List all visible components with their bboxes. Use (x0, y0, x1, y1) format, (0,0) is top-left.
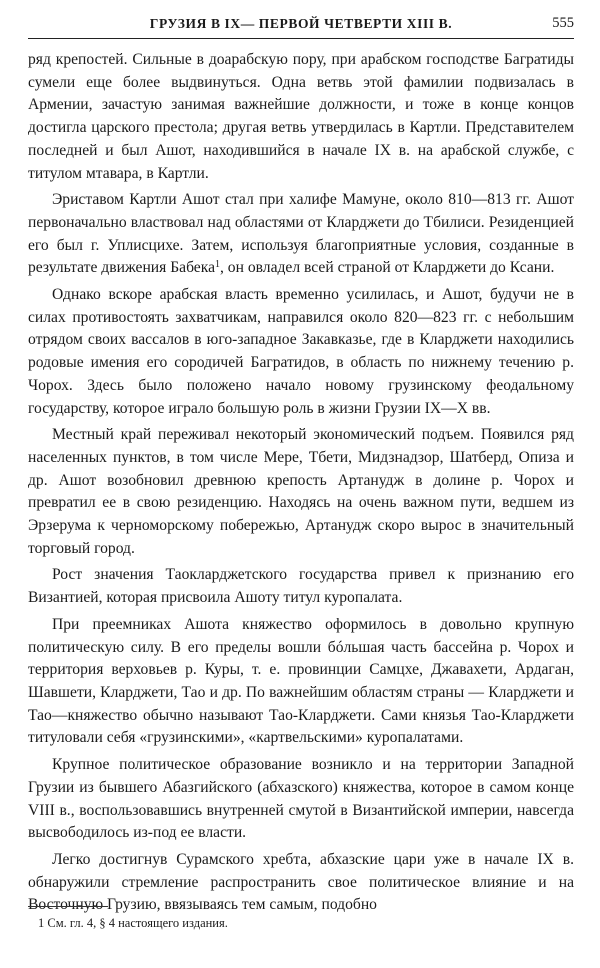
paragraph-2 (28, 189, 574, 280)
paragraph-2-text: Эриставом Картли Ашот стал при халифе Мамуне, около 810—813 гг. Ашот первоначально властвовал над областями от Кларджети до Тбилиси. Резиденцией его был г. Уплисцихе. Затем, используя благоприятные условия, созданные в результате движения Бабека (28, 191, 574, 277)
footnote-marker: 1 (38, 916, 45, 930)
footnote-divider (28, 906, 108, 907)
paragraph-4: Местный край переживал некоторый экономический подъем. Появился ряд населенных пунктов, в том числе Мере, Тбети, Мидзнадзор, Шатберд, Опиза и др. Ашот возобновил древнюю крепость Артанудж в долине р. Чорох и превратил ее в свою резиденцию. Находясь на очень важном пути, ведшем из Эрзерума к черноморскому побережью, Артанудж скоро вырос в значительный торговый город. (28, 426, 574, 557)
footnote-text: См. гл. 4, § 4 настоящего издания. (47, 916, 228, 930)
paragraph-2-tail: , он овладел всей страной от Кларджети до Ксани. (220, 259, 555, 277)
footnote (28, 906, 574, 931)
paragraph-3: Однако вскоре арабская власть временно усилилась, и Ашот, будучи не в силах противостоять захватчикам, направился около 820—823 гг. с небольшим отрядом своих вассалов в юго-западное Закавказье, где в Кларджети находились родовые имения его сородичей Багратидов, в область по нижнему течению р. Чорох. Здесь было положено начало новому грузинскому феодальному государству, которое играло большую роль в жизни Грузии IX—X вв. (28, 286, 574, 417)
page-number: 555 (552, 15, 574, 31)
footnote-reference: 1 (215, 259, 220, 271)
page (28, 12, 574, 921)
paragraph-7: Крупное политическое образование возникло и на территории Западной Грузии из бывшего Абазгийского (абхазского) княжества, которое в самом конце VIII в., воспользовавшись внутренней смутой в Византийской империи, навсегда высвободилось из-под ее власти. (28, 756, 574, 842)
paragraph-1: ряд крепостей. Сильные в доарабскую пору, при арабском господстве Багратиды сумели еще более выдвинуться. Одна ветвь этой фамилии подвизалась в Армении, зачастую занимая важнейшие должности, и тоже в конце концов достигла царского престола; другая ветвь утвердилась в Картли. Представителем последней и был Ашот, находившийся в начале IX в. на арабской службе, с титулом мтавара, в Картли. (28, 51, 574, 182)
body-text (28, 49, 574, 917)
running-title: ГРУЗИЯ В IX— ПЕРВОЙ ЧЕТВЕРТИ XIII В. (149, 16, 453, 31)
paragraph-5: Рост значения Таокларджетского государства привел к признанию его Византией, которая присвоила Ашоту титул куропалата. (28, 566, 574, 607)
running-header (28, 12, 574, 39)
paragraph-6: При преемниках Ашота княжество оформилось в довольно крупную политическую силу. В его пределы вошли бóльшая часть бассейна р. Чорох и территория верховьев р. Куры, т. е. провинции Самцхе, Джавахети, Ардаган, Шавшети, Кларджети, Тао и др. По важнейшим областям страны — Кларджети и Тао—княжество обычно называют Тао-Кларджети. Сами князья Тао-Кларджети титуловали себя «грузинскими», «картвельскими» куропалатами. (28, 615, 574, 747)
footnote-body (28, 915, 574, 931)
paragraph-8: Легко достигнув Сурамского хребта, абхазские цари уже в начале IX в. обнаружили стремление распространить свое политическое влияние и на Восточную Грузию, ввязываясь тем самым, подобно (28, 850, 574, 914)
